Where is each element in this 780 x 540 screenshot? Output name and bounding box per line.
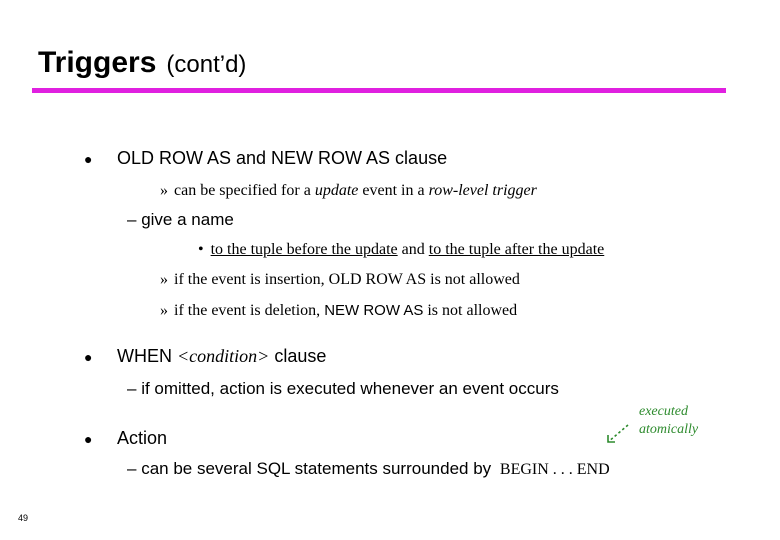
raquo-icon: »: [160, 302, 168, 319]
tuple-and: and: [401, 241, 425, 258]
when-item: [117, 346, 326, 367]
bullet-icon: ●: [84, 349, 93, 365]
deletion-new-row-as: NEW ROW AS: [324, 302, 424, 319]
when-condition: <condition>: [177, 346, 270, 366]
action-sub-text: can be several SQL statements surrounded by: [141, 459, 492, 478]
insertion-text: if the event is insertion, OLD ROW AS is not allowed: [174, 271, 520, 288]
note-line-1: executed: [639, 404, 688, 419]
page-number: 49: [18, 513, 29, 523]
action-sub-item: [127, 459, 610, 479]
slide-title: [38, 46, 246, 80]
when-keyword: WHEN: [117, 346, 172, 366]
when-clause: clause: [274, 346, 327, 366]
sub1-text-c: event in a: [362, 182, 425, 199]
begin-end-text: BEGIN . . . END: [499, 461, 610, 478]
bullet-icon: ●: [84, 431, 93, 447]
dash-icon: –: [127, 379, 137, 398]
old-new-row-item: OLD ROW AS and NEW ROW AS clause: [117, 148, 448, 168]
sub1-text-a: can be specified for a: [174, 182, 311, 199]
tuple-after: to the tuple after the update: [428, 241, 605, 258]
deletion-item: [160, 302, 517, 320]
raquo-icon: »: [160, 182, 168, 199]
deletion-text-a: if the event is deletion,: [174, 302, 321, 319]
dash-icon: –: [127, 459, 137, 478]
when-sub-text: if omitted, action is executed whenever an event occurs: [141, 379, 559, 398]
title-sub: (cont’d): [166, 51, 247, 78]
dash-icon: –: [127, 210, 137, 229]
dot-icon: •: [198, 241, 204, 258]
raquo-icon: »: [160, 271, 168, 288]
action-item: Action: [117, 428, 168, 448]
executed-atomically-note: [639, 403, 698, 439]
title-rule: [32, 88, 726, 93]
bullet-icon: ●: [84, 151, 93, 167]
note-arrow-icon: [604, 422, 632, 446]
old-new-sub1: [160, 182, 537, 200]
when-sub-item: [127, 379, 559, 399]
title-main: Triggers: [38, 46, 157, 79]
give-name-item: [127, 210, 234, 230]
note-line-2: atomically: [639, 422, 699, 437]
insertion-item: [160, 271, 520, 289]
sub1-row-level: row-level trigger: [428, 182, 537, 199]
tuple-item: [198, 241, 604, 259]
deletion-text-c: is not allowed: [427, 302, 518, 319]
sub1-update: update: [314, 182, 359, 199]
tuple-before: to the tuple before the update: [210, 241, 398, 258]
give-name-text: give a name: [141, 210, 234, 229]
